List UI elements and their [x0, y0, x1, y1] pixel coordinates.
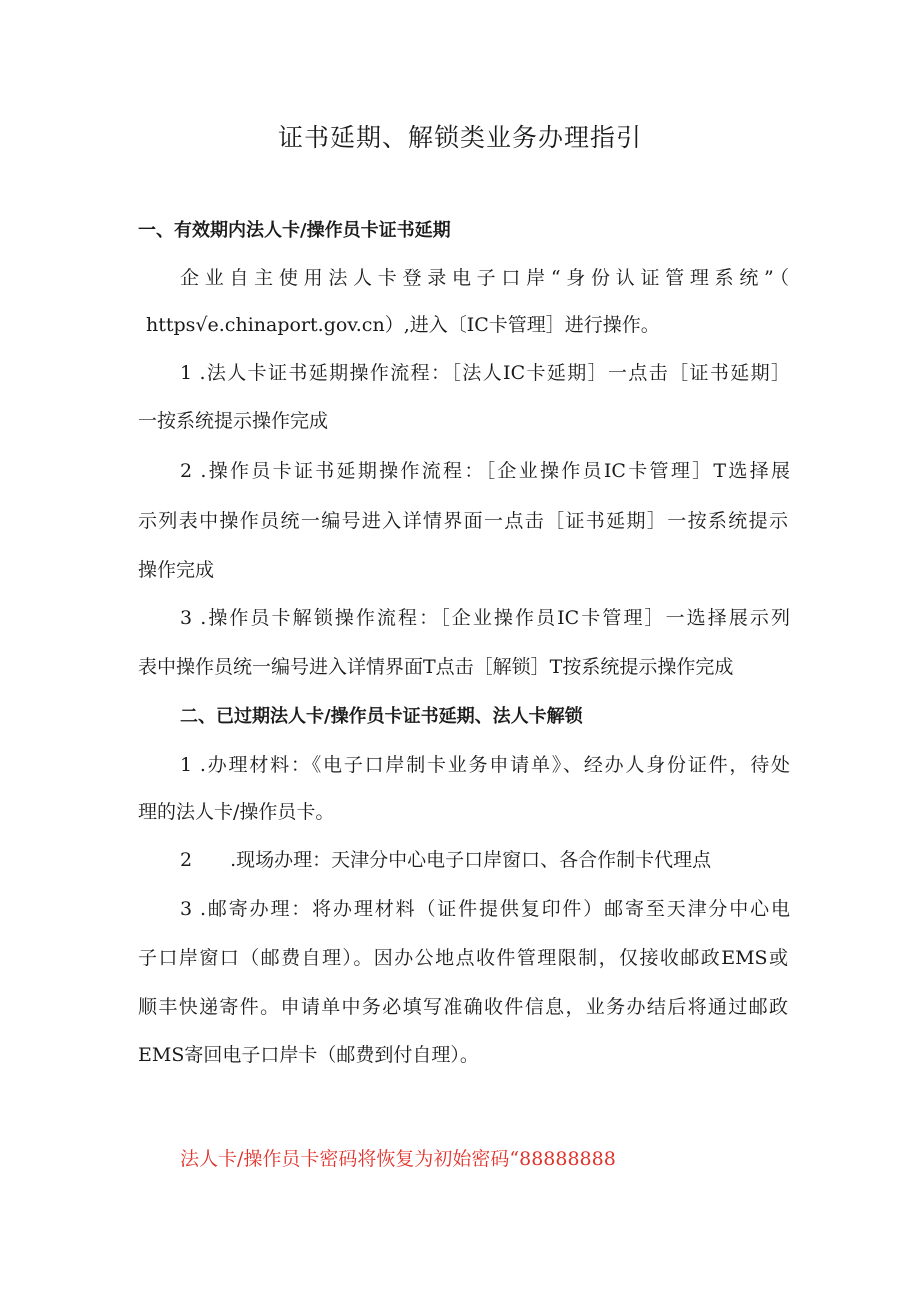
- section-1-intro-line-2: https√e.chinaport.gov.cn）,进入〔IC卡管理］进行操作。: [146, 314, 660, 336]
- section-1-item-2-line-1: 2 .操作员卡证书延期操作流程：［企业操作员IC卡管理］T选择展: [180, 460, 790, 482]
- section-1-item-3-line-1: 3 .操作员卡解锁操作流程：［企业操作员IC卡管理］一选择展示列: [180, 607, 790, 629]
- section-2-item-3-line-4: EMS寄回电子口岸卡（邮费到付自理）。: [138, 1044, 479, 1066]
- section-1-item-2-line-2: 示列表中操作员统一编号进入详情界面一点击［证书延期］一按系统提示: [138, 510, 788, 532]
- section-1-item-1-line-2: 一按系统提示操作完成: [138, 410, 329, 432]
- section-1-item-1-line-1: 1 .法人卡证书延期操作流程：［法人IC卡延期］一点击［证书延期］: [180, 362, 790, 384]
- page-title: 证书延期、解锁类业务办理指引: [277, 123, 642, 152]
- section-1-item-2-line-3: 操作完成: [138, 559, 215, 581]
- section-2-item-1-line-2: 理的法人卡/操作员卡。: [138, 801, 335, 823]
- section-1-intro-line-1: 企业自主使用法人卡登录电子口岸“身份认证管理系统”（: [180, 267, 790, 289]
- section-1-item-3-line-2: 表中操作员统一编号进入详情界面T点击［解锁］T按系统提示操作完成: [138, 656, 734, 678]
- section-2-item-3-line-3: 顺丰快递寄件。申请单中务必填写准确收件信息，业务办结后将通过邮政: [138, 996, 788, 1018]
- section-2-item-3-line-2: 子口岸窗口（邮费自理）。因办公地点收件管理限制，仅接收邮政EMS或: [138, 947, 788, 969]
- password-reset-note: 法人卡/操作员卡密码将恢复为初始密码“88888888: [180, 1148, 616, 1170]
- section-1-heading: 一、有效期内法人卡/操作员卡证书延期: [138, 220, 451, 241]
- section-2-item-3-line-1: 3 .邮寄办理：将办理材料（证件提供复印件）邮寄至天津分中心电: [180, 898, 790, 920]
- section-2-item-1-line-1: 1 .办理材料：《电子口岸制卡业务申请单》、经办人身份证件，待处: [180, 754, 790, 776]
- section-2-heading: 二、已过期法人卡/操作员卡证书延期、法人卡解锁: [180, 706, 583, 727]
- section-2-item-2-line-1: 2 .现场办理：天津分中心电子口岸窗口、各合作制卡代理点: [180, 849, 712, 871]
